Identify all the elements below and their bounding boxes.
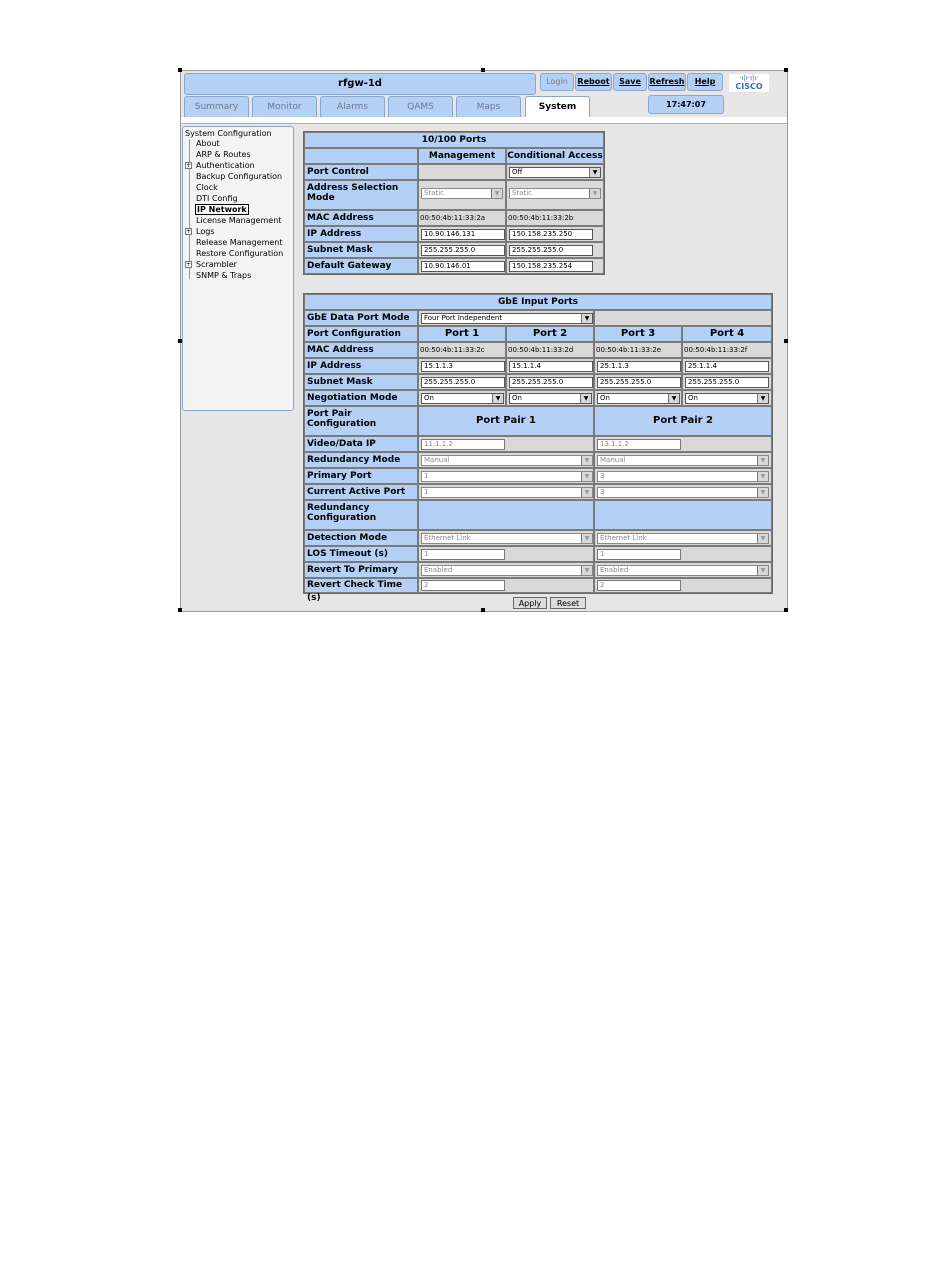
gbe-mac-2: 00:50:4b:11:33:2d bbox=[508, 346, 574, 354]
sidebar-item-clock[interactable]: Clock bbox=[196, 183, 218, 192]
sidebar-item-license-management[interactable]: License Management bbox=[196, 216, 282, 225]
gbe-mode-empty bbox=[594, 310, 772, 326]
gbe-ip-4-input[interactable]: 25.1.1.4 bbox=[685, 361, 769, 372]
sidebar-item-scrambler[interactable]: Scrambler bbox=[196, 260, 237, 269]
chevron-down-icon: ▼ bbox=[581, 488, 592, 497]
tree-root[interactable]: System Configuration bbox=[185, 129, 272, 138]
addr-mode-ca-value: Static bbox=[512, 189, 533, 197]
gbe-mask-3-input[interactable]: 255.255.255.0 bbox=[597, 377, 681, 388]
primary-port-pair1-value: 1 bbox=[424, 472, 429, 480]
video-ip-pair2-input[interactable]: 13.1.1.2 bbox=[597, 439, 681, 450]
tab-qams[interactable]: QAMS bbox=[388, 96, 453, 118]
primary-port-pair2-value: 3 bbox=[600, 472, 605, 480]
row-port-control: Port Control bbox=[304, 164, 418, 180]
chevron-down-icon: ▼ bbox=[589, 189, 600, 198]
tab-summary[interactable]: Summary bbox=[184, 96, 249, 118]
chevron-down-icon: ▼ bbox=[757, 394, 768, 403]
tab-alarms[interactable]: Alarms bbox=[320, 96, 385, 118]
neg-mode-2-select[interactable] bbox=[509, 393, 592, 404]
resize-handle[interactable] bbox=[178, 608, 182, 612]
active-port-pair1-select[interactable] bbox=[421, 487, 593, 498]
active-port-pair2-value: 3 bbox=[600, 488, 605, 496]
row-default-gateway: Default Gateway bbox=[304, 258, 418, 274]
row-video-data-ip: Video/Data IP bbox=[304, 436, 418, 452]
col-port-2: Port 2 bbox=[506, 326, 594, 342]
row-redundancy-mode: Redundancy Mode bbox=[304, 452, 418, 468]
reboot-button[interactable]: Reboot bbox=[575, 73, 612, 91]
mac-mgmt-value: 00:50:4b:11:33:2a bbox=[420, 214, 486, 222]
gbe-mode-select[interactable] bbox=[421, 313, 593, 324]
sidebar-item-ip-network[interactable]: IP Network bbox=[197, 205, 247, 214]
col-port-4: Port 4 bbox=[682, 326, 772, 342]
chevron-down-icon: ▼ bbox=[491, 189, 502, 198]
row-gbe-mode: GbE Data Port Mode bbox=[304, 310, 418, 326]
chevron-down-icon: ▼ bbox=[757, 488, 768, 497]
redconfig-pair1-header bbox=[418, 500, 594, 530]
gbe-mask-4-input[interactable]: 255.255.255.0 bbox=[685, 377, 769, 388]
neg-mode-3-select[interactable] bbox=[597, 393, 680, 404]
sidebar-item-restore-configuration[interactable]: Restore Configuration bbox=[196, 249, 284, 258]
row-subnet-mask: Subnet Mask bbox=[304, 242, 418, 258]
chevron-down-icon: ▼ bbox=[757, 472, 768, 481]
gbe-ip-3-input[interactable]: 25.1.1.3 bbox=[597, 361, 681, 372]
gbe-mask-1-input[interactable]: 255.255.255.0 bbox=[421, 377, 505, 388]
resize-handle[interactable] bbox=[481, 608, 485, 612]
redundancy-mode-pair2-select[interactable] bbox=[597, 455, 769, 466]
detection-mode-pair2-value: Ethernet Link bbox=[600, 534, 647, 542]
ports-100-corner bbox=[304, 148, 418, 164]
primary-port-pair2-select[interactable] bbox=[597, 471, 769, 482]
port-control-value: Off bbox=[512, 168, 523, 176]
device-title: rfgw-1d bbox=[184, 73, 536, 95]
help-button[interactable]: Help bbox=[687, 73, 723, 91]
sidebar-item-backup-configuration[interactable]: Backup Configuration bbox=[196, 172, 283, 181]
los-timeout-pair2-input[interactable]: 1 bbox=[597, 549, 681, 560]
row-gbe-mac: MAC Address bbox=[304, 342, 418, 358]
sidebar-item-snmp-traps[interactable]: SNMP & Traps bbox=[196, 271, 252, 280]
resize-handle[interactable] bbox=[178, 339, 182, 343]
tab-system[interactable]: System bbox=[525, 96, 590, 120]
col-port-pair-2: Port Pair 2 bbox=[594, 406, 772, 436]
sidebar-tree bbox=[182, 126, 294, 411]
tab-maps[interactable]: Maps bbox=[456, 96, 521, 118]
expand-plus-icon[interactable]: + bbox=[186, 261, 192, 268]
row-los-timeout: LOS Timeout (s) bbox=[304, 546, 418, 562]
chevron-down-icon: ▼ bbox=[757, 456, 768, 465]
row-ip-address: IP Address bbox=[304, 226, 418, 242]
row-revert-check-time: Revert Check Time (s) bbox=[304, 578, 418, 593]
row-detection-mode: Detection Mode bbox=[304, 530, 418, 546]
neg-mode-3-value: On bbox=[600, 394, 610, 402]
gbe-title: GbE Input Ports bbox=[304, 294, 772, 310]
redundancy-mode-pair2-value: Manual bbox=[600, 456, 626, 464]
header-divider bbox=[181, 117, 787, 124]
gbe-ip-1-input[interactable]: 15.1.1.3 bbox=[421, 361, 505, 372]
redundancy-mode-pair1-select[interactable] bbox=[421, 455, 593, 466]
cisco-bars-icon: ·ı|ı·ı|ı· bbox=[739, 74, 759, 82]
neg-mode-2-value: On bbox=[512, 394, 522, 402]
row-revert-to-primary: Revert To Primary bbox=[304, 562, 418, 578]
apply-button[interactable]: Apply bbox=[513, 597, 547, 609]
neg-mode-4-select[interactable] bbox=[685, 393, 769, 404]
video-ip-pair1-input[interactable]: 11.1.1.2 bbox=[421, 439, 505, 450]
gbe-mac-3: 00:50:4b:11:33:2e bbox=[596, 346, 662, 354]
chevron-down-icon: ▼ bbox=[581, 456, 592, 465]
redundancy-mode-pair1-value: Manual bbox=[424, 456, 450, 464]
sidebar-item-logs[interactable]: Logs bbox=[196, 227, 215, 236]
mask-ca-input[interactable]: 255.255.255.0 bbox=[509, 245, 593, 256]
revert-pair1-value: Enabled bbox=[424, 566, 453, 574]
gw-ca-input[interactable]: 150.158.235.254 bbox=[509, 261, 593, 272]
row-gbe-mask: Subnet Mask bbox=[304, 374, 418, 390]
chevron-down-icon: ▼ bbox=[581, 534, 592, 543]
primary-port-pair1-select[interactable] bbox=[421, 471, 593, 482]
revert-pair1-select[interactable] bbox=[421, 565, 593, 576]
los-timeout-pair1-input[interactable]: 1 bbox=[421, 549, 505, 560]
chevron-down-icon: ▼ bbox=[757, 534, 768, 543]
sidebar-item-authentication[interactable]: Authentication bbox=[196, 161, 255, 170]
gbe-mac-1: 00:50:4b:11:33:2c bbox=[420, 346, 485, 354]
row-negotiation-mode: Negotiation Mode bbox=[304, 390, 418, 406]
logo-text: CISCO bbox=[735, 82, 763, 91]
row-port-configuration: Port Configuration bbox=[304, 326, 418, 342]
gbe-mode-value: Four Port Independent bbox=[424, 314, 503, 322]
row-primary-port: Primary Port bbox=[304, 468, 418, 484]
revert-pair2-select[interactable] bbox=[597, 565, 769, 576]
ports-100-table bbox=[303, 131, 605, 275]
ip-mgmt-input[interactable]: 10.90.146.131 bbox=[421, 229, 505, 240]
active-port-pair2-select[interactable] bbox=[597, 487, 769, 498]
port-control-select[interactable] bbox=[509, 167, 601, 178]
neg-mode-4-value: On bbox=[688, 394, 698, 402]
addr-mode-mgmt-select[interactable] bbox=[421, 188, 503, 199]
sidebar-item-arp-routes[interactable]: ARP & Routes bbox=[196, 150, 251, 159]
sidebar-item-release-management[interactable]: Release Management bbox=[196, 238, 283, 247]
gbe-ip-2-input[interactable]: 15.1.1.4 bbox=[509, 361, 593, 372]
sidebar-item-dti-config[interactable]: DTI Config bbox=[196, 194, 238, 203]
tree-connector bbox=[189, 139, 190, 279]
revert-time-pair1-input[interactable]: 2 bbox=[421, 580, 505, 591]
row-mac-address: MAC Address bbox=[304, 210, 418, 226]
ip-ca-input[interactable]: 150.158.235.250 bbox=[509, 229, 593, 240]
row-redundancy-configuration: Redundancy Configuration bbox=[304, 500, 418, 530]
gbe-mac-4: 00:50:4b:11:33:2f bbox=[684, 346, 748, 354]
refresh-button[interactable]: Refresh bbox=[648, 73, 686, 91]
revert-pair2-value: Enabled bbox=[600, 566, 629, 574]
neg-mode-1-value: On bbox=[424, 394, 434, 402]
detection-mode-pair1-value: Ethernet Link bbox=[424, 534, 471, 542]
login-button[interactable]: Login bbox=[540, 73, 574, 91]
col-port-1: Port 1 bbox=[418, 326, 506, 342]
clock-display: 17:47:07 bbox=[648, 95, 724, 114]
col-conditional-access: Conditional Access bbox=[506, 148, 604, 164]
chevron-down-icon: ▼ bbox=[668, 394, 679, 403]
row-current-active-port: Current Active Port bbox=[304, 484, 418, 500]
mask-mgmt-input[interactable]: 255.255.255.0 bbox=[421, 245, 505, 256]
resize-handle[interactable] bbox=[481, 68, 485, 72]
neg-mode-1-select[interactable] bbox=[421, 393, 504, 404]
addr-mode-ca-select[interactable] bbox=[509, 188, 601, 199]
tab-monitor[interactable]: Monitor bbox=[252, 96, 317, 118]
resize-handle[interactable] bbox=[784, 608, 788, 612]
row-port-pair-configuration: Port Pair Configuration bbox=[304, 406, 418, 436]
gbe-ports-table bbox=[303, 293, 773, 603]
revert-time-pair2-input[interactable]: 2 bbox=[597, 580, 681, 591]
col-port-3: Port 3 bbox=[594, 326, 682, 342]
cisco-logo bbox=[729, 74, 769, 92]
expand-plus-icon[interactable]: + bbox=[186, 228, 192, 235]
row-address-mode: Address Selection Mode bbox=[304, 180, 418, 210]
chevron-down-icon: ▼ bbox=[581, 566, 592, 575]
addr-mode-mgmt-value: Static bbox=[424, 189, 445, 197]
sidebar-item-about[interactable]: About bbox=[196, 139, 220, 148]
row-gbe-ip: IP Address bbox=[304, 358, 418, 374]
detection-mode-pair2-select[interactable] bbox=[597, 533, 769, 544]
gbe-mask-2-input[interactable]: 255.255.255.0 bbox=[509, 377, 593, 388]
gw-mgmt-input[interactable]: 10.90.146.01 bbox=[421, 261, 505, 272]
col-port-pair-1: Port Pair 1 bbox=[418, 406, 594, 436]
detection-mode-pair1-select[interactable] bbox=[421, 533, 593, 544]
resize-handle[interactable] bbox=[784, 68, 788, 72]
col-management: Management bbox=[418, 148, 506, 164]
chevron-down-icon: ▼ bbox=[492, 394, 503, 403]
chevron-down-icon: ▼ bbox=[581, 314, 592, 323]
chevron-down-icon: ▼ bbox=[580, 394, 591, 403]
app-window bbox=[180, 70, 788, 612]
redconfig-pair2-header bbox=[594, 500, 772, 530]
save-button[interactable]: Save bbox=[613, 73, 647, 91]
reset-button[interactable]: Reset bbox=[550, 597, 586, 609]
expand-plus-icon[interactable]: + bbox=[186, 162, 192, 169]
chevron-down-icon: ▼ bbox=[589, 168, 600, 177]
resize-handle[interactable] bbox=[178, 68, 182, 72]
ports-100-title: 10/100 Ports bbox=[304, 132, 604, 148]
resize-handle[interactable] bbox=[784, 339, 788, 343]
mac-ca-value: 00:50:4b:11:33:2b bbox=[508, 214, 574, 222]
port-control-mgmt bbox=[418, 164, 506, 180]
chevron-down-icon: ▼ bbox=[757, 566, 768, 575]
chevron-down-icon: ▼ bbox=[581, 472, 592, 481]
active-port-pair1-value: 1 bbox=[424, 488, 429, 496]
